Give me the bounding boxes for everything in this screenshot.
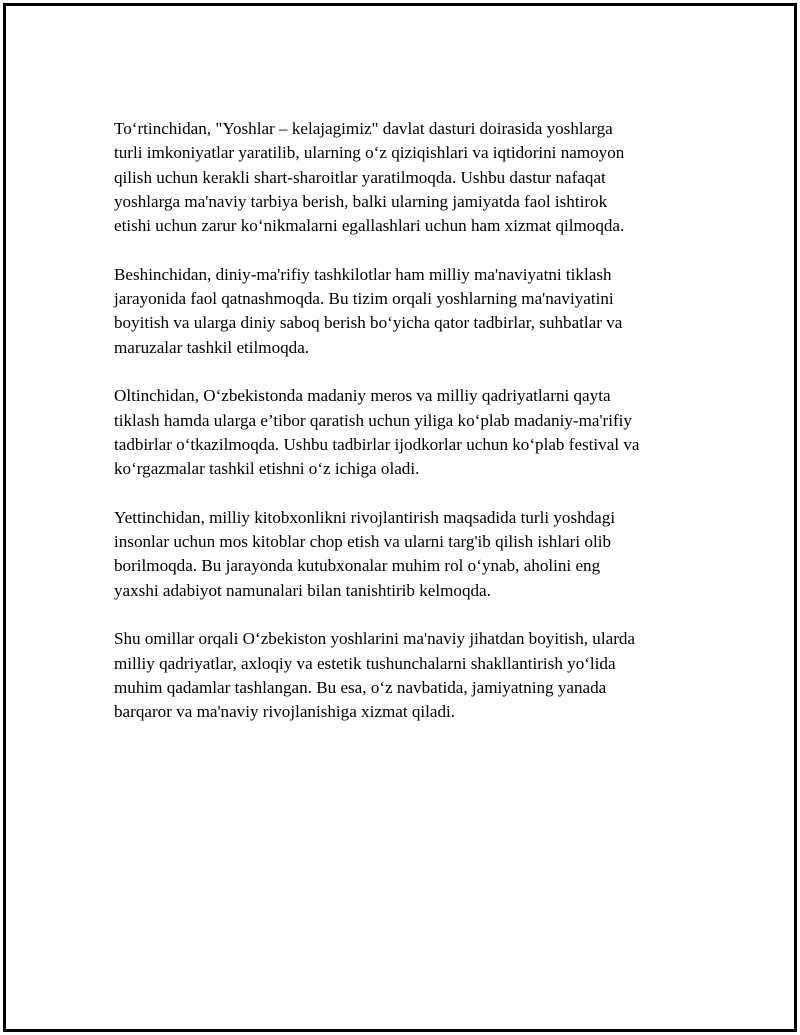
text-line: Oltinchidan, O‘zbekistonda madaniy meros va milliy qadriyatlarni qayta xyxy=(114,386,611,406)
text-line: yoshlarga ma'naviy tarbiya berish, balki ularning jamiyatda faol ishtirok xyxy=(114,191,608,211)
text-line: milliy qadriyatlar, axloqiy va estetik tushunchalarni shakllantirish yo‘lida xyxy=(114,653,616,673)
text-line: etishi uchun zarur ko‘nikmalarni egallashlari uchun ham xizmat qilmoqda. xyxy=(114,216,625,236)
text-line: To‘rtinchidan, "Yoshlar – kelajagimiz" davlat dasturi doirasida yoshlarga xyxy=(114,119,613,138)
text-line: maruzalar tashkil etilmoqda. xyxy=(114,337,310,357)
text-line: Shu omillar orqali O‘zbekiston yoshlarini ma'naviy jihatdan boyitish, ularda xyxy=(114,629,636,649)
paragraph-2 xyxy=(114,263,694,360)
document-body xyxy=(114,117,694,749)
text-line: yaxshi adabiyot namunalari bilan tanishtirib kelmoqda. xyxy=(114,580,491,600)
text-line: jarayonida faol qatnashmoqda. Bu tizim orqali yoshlarning ma'naviyatini xyxy=(114,289,614,309)
text-line: tiklash hamda ularga e’tibor qaratish uchun yiliga ko‘plab madaniy-ma'rifiy xyxy=(114,410,632,430)
text-line: Beshinchidan, diniy-ma'rifiy tashkilotlar ham milliy ma'naviyatni tiklash xyxy=(114,264,612,284)
text-line: tadbirlar o‘tkazilmoqda. Ushbu tadbirlar ijodkorlar uchun ko‘plab festival va xyxy=(114,434,640,454)
paragraph-1 xyxy=(114,117,694,238)
text-line: turli imkoniyatlar yaratilib, ularning o‘z qiziqishlari va iqtidorini namoyon xyxy=(114,143,625,163)
text-line: insonlar uchun mos kitoblar chop etish va ularni targ'ib qilish ishlari olib xyxy=(114,532,611,552)
paragraph-3 xyxy=(114,384,694,481)
text-line: boyitish va ularga diniy saboq berish bo‘yicha qator tadbirlar, suhbatlar va xyxy=(114,313,623,333)
text-line: borilmoqda. Bu jarayonda kutubxonalar muhim rol o‘ynab, aholini eng xyxy=(114,556,601,576)
paragraph-4 xyxy=(114,506,694,603)
text-line: barqaror va ma'naviy rivojlanishiga xizmat qiladi. xyxy=(114,702,456,722)
text-line: Yettinchidan, milliy kitobxonlikni rivojlantirish maqsadida turli yoshdagi xyxy=(114,507,616,527)
text-line: ko‘rgazmalar tashkil etishni o‘z ichiga oladi. xyxy=(114,459,420,479)
text-line: qilish uchun kerakli shart-sharoitlar yaratilmoqda. Ushbu dastur nafaqat xyxy=(114,167,606,187)
paragraph-5 xyxy=(114,627,694,724)
text-line: muhim qadamlar tashlangan. Bu esa, o‘z navbatida, jamiyatning yanada xyxy=(114,677,607,697)
